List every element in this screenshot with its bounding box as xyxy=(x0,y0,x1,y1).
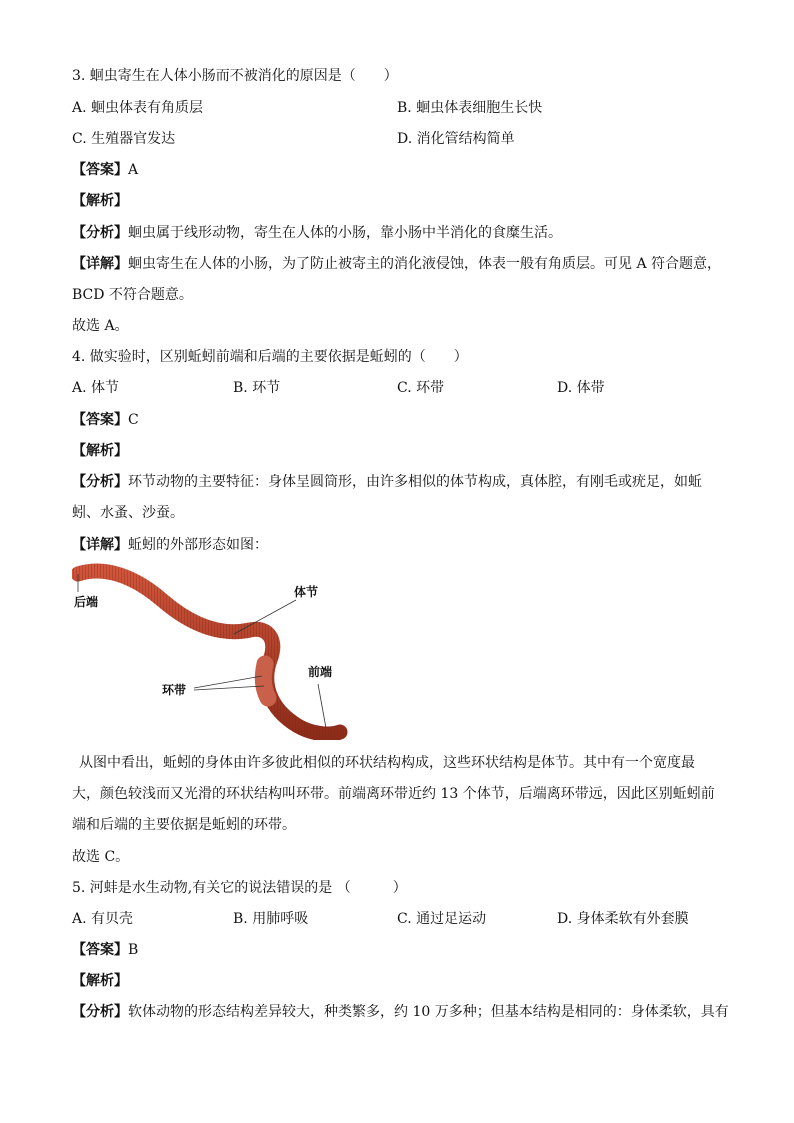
q4-explain-3: 端和后端的主要依据是蚯蚓的环带。 xyxy=(72,817,296,833)
q4-analysis-tag: 【解析】 xyxy=(72,443,128,459)
q5-option-b: B. 用肺呼吸 xyxy=(233,911,309,927)
q3-option-c: C. 生殖器官发达 xyxy=(72,131,176,147)
q5-stem: 5. 河蚌是水生动物,有关它的说法错误的是 （ ） xyxy=(72,880,407,896)
fenxi-text: 环节动物的主要特征：身体呈圆筒形，由许多相似的体节构成，真体腔，有刚毛或疣足，如蚯 xyxy=(128,474,702,490)
fenxi-tag: 【分析】 xyxy=(72,225,128,241)
q4-explain-1: 从图中看出，蚯蚓的身体由许多彼此相似的环状结构构成，这些环状结构是体节。其中有一个宽度最 xyxy=(79,755,695,771)
answer-tag: 【答案】 xyxy=(72,412,128,428)
q5-answer xyxy=(72,940,138,960)
xiangjie-tag: 【详解】 xyxy=(72,256,128,272)
answer-value: C xyxy=(128,412,139,428)
q4-option-b: B. 环节 xyxy=(233,380,281,396)
q3-xiangjie-2: BCD 不符合题意。 xyxy=(72,287,193,303)
label-tail: 后端 xyxy=(74,595,99,609)
head-leader xyxy=(318,684,326,728)
q3-analysis-tag: 【解析】 xyxy=(72,193,128,209)
fenxi-text: 蛔虫属于线形动物，寄生在人体的小肠，靠小肠中半消化的食糜生活。 xyxy=(128,225,562,241)
answer-value: A xyxy=(128,162,139,178)
xiangjie-text: 蚯蚓的外部形态如图： xyxy=(128,537,268,553)
q3-conclusion: 故选 A。 xyxy=(72,318,129,334)
q4-conclusion: 故选 C。 xyxy=(72,849,130,865)
earthworm-figure xyxy=(72,560,372,740)
q3-stem: 3. 蛔虫寄生在人体小肠而不被消化的原因是（ ） xyxy=(72,68,398,84)
q4-fenxi-1 xyxy=(72,472,702,492)
fenxi-text: 软体动物的形态结构差异较大，种类繁多，约 10 万多种；但基本结构是相同的：身体柔软，具有 xyxy=(128,1004,729,1020)
q5-option-a: A. 有贝壳 xyxy=(72,911,134,927)
label-clitellum: 环带 xyxy=(162,683,187,697)
q4-option-d: D. 体带 xyxy=(557,380,605,396)
q5-option-c: C. 通过足运动 xyxy=(397,911,487,927)
xiangjie-text: 蛔虫寄生在人体的小肠，为了防止被寄主的消化液侵蚀，体表一般有角质层。可见 A 符合题意， xyxy=(128,256,722,272)
q5-analysis-tag: 【解析】 xyxy=(72,973,128,989)
clitellum-leader-2 xyxy=(194,686,264,690)
clitellum-leader-1 xyxy=(194,676,262,688)
label-segment: 体节 xyxy=(294,585,319,599)
answer-value: B xyxy=(128,942,139,958)
q3-option-d: D. 消化管结构简单 xyxy=(397,131,515,147)
q3-option-b: B. 蛔虫体表细胞生长快 xyxy=(397,100,543,116)
xiangjie-tag: 【详解】 xyxy=(72,537,128,553)
label-head: 前端 xyxy=(308,665,333,679)
clitellum xyxy=(263,664,268,698)
q5-fenxi xyxy=(72,1002,729,1022)
q4-explain-2: 大，颜色较浅而又光滑的环状结构叫环带。前端离环带近约 13 个体节，后端离环带远，因此区别蚯蚓前 xyxy=(72,786,715,802)
q4-option-a: A. 体节 xyxy=(72,380,120,396)
answer-tag: 【答案】 xyxy=(72,942,128,958)
q3-xiangjie-1 xyxy=(72,254,721,274)
q4-fenxi-2: 蚓、水蚤、沙蚕。 xyxy=(72,505,184,521)
answer-tag: 【答案】 xyxy=(72,162,128,178)
q3-answer xyxy=(72,160,138,180)
q4-option-c: C. 环带 xyxy=(397,380,445,396)
q3-option-a: A. 蛔虫体表有角质层 xyxy=(72,100,204,116)
q3-fenxi xyxy=(72,223,562,243)
q5-option-d: D. 身体柔软有外套膜 xyxy=(557,911,689,927)
fenxi-tag: 【分析】 xyxy=(72,474,128,490)
q4-xiangjie xyxy=(72,535,268,555)
q4-stem: 4. 做实验时，区别蚯蚓前端和后端的主要依据是蚯蚓的（ ） xyxy=(72,349,468,365)
fenxi-tag: 【分析】 xyxy=(72,1004,128,1020)
q4-answer xyxy=(72,410,139,430)
